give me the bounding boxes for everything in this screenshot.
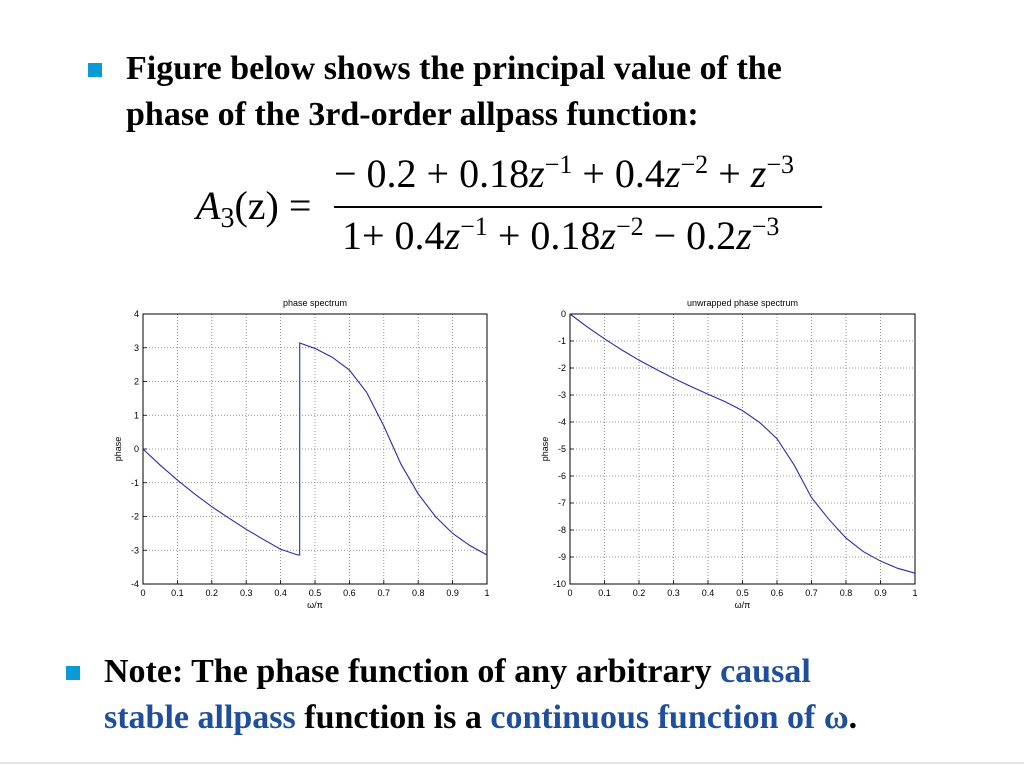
- y-tick-label: -9: [557, 552, 566, 562]
- num-exp: −1: [544, 150, 573, 179]
- note-highlight-continuous: continuous function of ω: [490, 699, 849, 736]
- den-exp: −2: [615, 212, 644, 241]
- note-period: .: [848, 699, 858, 736]
- x-tick-label: 0.5: [308, 588, 322, 598]
- bullet-square-icon: [88, 63, 102, 77]
- y-tick-label: 0: [133, 444, 139, 454]
- x-tick-label: 0.8: [411, 588, 425, 598]
- equation-numerator: [334, 150, 794, 197]
- note-text: [104, 649, 857, 741]
- x-tick-label: 0.1: [598, 588, 611, 598]
- x-tick-label: 0.6: [770, 588, 784, 598]
- fraction-bar: [334, 206, 822, 208]
- x-tick-label: 0.5: [736, 588, 749, 598]
- unwrapped-phase-spectrum-plot: [528, 290, 928, 620]
- eq-symbol-a: A: [196, 183, 221, 228]
- x-axis-label: ω/π: [307, 600, 323, 610]
- footer-divider: [0, 762, 1024, 764]
- intro-line-1: Figure below shows the principal value of the: [126, 50, 782, 87]
- num-var: z: [529, 151, 545, 196]
- intro-text: [126, 46, 782, 138]
- x-tick-label: 0.7: [805, 588, 818, 598]
- y-tick-label: 2: [133, 376, 139, 387]
- x-tick-label: 1: [484, 588, 490, 598]
- x-tick-label: 0.2: [205, 588, 219, 598]
- eq-lhs-rest: (z) =: [234, 183, 312, 228]
- den-term: − 0.2: [643, 213, 737, 258]
- y-tick-label: -10: [552, 579, 566, 589]
- y-tick-label: -6: [557, 471, 566, 481]
- y-tick-label: 3: [133, 342, 139, 353]
- num-term: − 0.2 + 0.18: [334, 151, 530, 196]
- y-tick-label: -4: [557, 417, 566, 427]
- x-tick-label: 0.3: [667, 588, 680, 598]
- intro-line-2: phase of the 3rd-order allpass function:: [126, 96, 699, 133]
- y-axis-label: phase: [540, 436, 550, 462]
- den-var: z: [444, 213, 461, 258]
- equation-lhs: [196, 182, 312, 234]
- x-tick-label: 0.1: [171, 588, 184, 598]
- den-term: 1+ 0.4: [342, 213, 445, 258]
- note-line-2: [104, 695, 857, 741]
- chart-title: unwrapped phase spectrum: [686, 298, 799, 308]
- y-tick-label: -8: [557, 525, 566, 535]
- note-text-part: Note: The phase function of any arbitrary: [104, 653, 721, 690]
- x-tick-label: 0.9: [446, 588, 459, 598]
- equation-denominator: [342, 212, 779, 259]
- num-exp: −2: [680, 150, 709, 179]
- y-tick-label: -2: [130, 511, 139, 522]
- y-tick-label: -2: [557, 363, 566, 373]
- x-tick-label: 0.4: [274, 588, 287, 598]
- num-exp: −3: [766, 150, 794, 179]
- x-tick-label: 0.9: [874, 588, 887, 598]
- x-tick-label: 0.6: [343, 588, 356, 598]
- num-term: + 0.4: [572, 151, 665, 196]
- x-tick-label: 0: [567, 588, 573, 598]
- y-tick-label: -1: [557, 336, 566, 346]
- x-tick-label: 0.2: [632, 588, 646, 598]
- phase-spectrum-plot: [108, 290, 500, 620]
- den-var: z: [600, 213, 616, 258]
- y-tick-label: 1: [133, 410, 139, 421]
- y-tick-label: 0: [560, 309, 566, 319]
- note-text-part: function is a: [295, 699, 491, 736]
- y-tick-label: -5: [557, 444, 566, 454]
- bullet-square-icon: [66, 666, 80, 680]
- den-var: z: [736, 213, 752, 258]
- x-tick-label: 0.3: [239, 588, 253, 598]
- y-tick-label: -3: [130, 545, 139, 556]
- x-tick-label: 0.4: [701, 588, 715, 598]
- chart-title: phase spectrum: [282, 298, 348, 308]
- den-term: + 0.18: [487, 213, 601, 258]
- eq-subscript: 3: [220, 203, 235, 234]
- x-tick-label: 0.8: [839, 588, 853, 598]
- x-axis-label: ω/π: [734, 600, 751, 610]
- num-term: +: [708, 151, 751, 196]
- note-line-1: [104, 649, 857, 695]
- y-tick-label: -1: [130, 477, 139, 488]
- den-exp: −3: [751, 212, 780, 241]
- y-tick-label: -7: [557, 498, 566, 508]
- x-tick-label: 0: [140, 588, 146, 598]
- num-var: z: [750, 151, 767, 196]
- den-exp: −1: [460, 212, 488, 241]
- note-highlight-causal: causal: [720, 653, 811, 690]
- y-tick-label: -4: [130, 579, 139, 589]
- num-var: z: [664, 151, 681, 196]
- y-tick-label: -3: [557, 390, 566, 400]
- x-tick-label: 0.7: [377, 588, 391, 598]
- note-highlight-stable-allpass: stable allpass: [104, 699, 296, 736]
- y-tick-label: 4: [133, 309, 139, 319]
- y-axis-label: phase: [113, 436, 123, 462]
- allpass-equation: [196, 150, 836, 260]
- x-tick-label: 1: [912, 588, 918, 598]
